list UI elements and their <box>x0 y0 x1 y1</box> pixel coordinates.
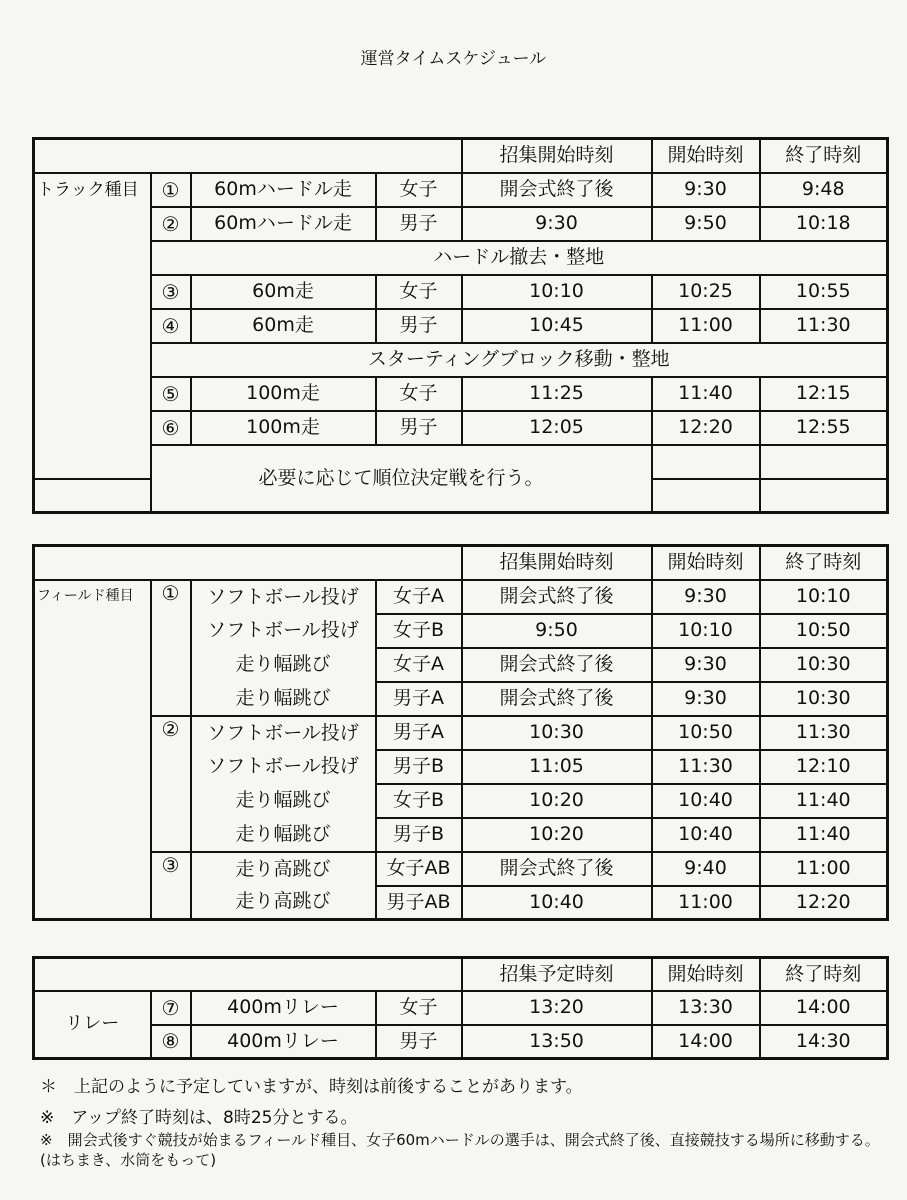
footnote-movement: ※ 開会式後すぐ競技が始まるフィールド種目、女子60mハードルの選手は、開会式終了後、直接競技する場所に移動する。 (はちまき、水筒をもって) <box>40 1131 888 1169</box>
event-group: 男子AB <box>376 886 462 920</box>
call-time: 10:45 <box>462 309 652 343</box>
start-time: 11:00 <box>652 309 760 343</box>
start-time: 9:30 <box>652 682 760 716</box>
start-time: 10:40 <box>652 784 760 818</box>
track-schedule-table <box>32 137 889 514</box>
event-group: 男子 <box>376 1025 462 1059</box>
end-time: 14:30 <box>760 1025 888 1059</box>
start-time: 11:30 <box>652 750 760 784</box>
end-time: 10:30 <box>760 648 888 682</box>
event-group: 女子A <box>376 580 462 614</box>
note-row <box>34 241 888 275</box>
event-name: 走り幅跳び <box>191 784 376 818</box>
event-group: 女子B <box>376 784 462 818</box>
event-number: ① <box>151 173 191 207</box>
call-time: 11:05 <box>462 750 652 784</box>
event-name: ソフトボール投げ <box>191 716 376 750</box>
start-time: 13:30 <box>652 991 760 1025</box>
transition-note: ハードル撤去・整地 <box>151 241 888 275</box>
table-row <box>34 309 888 343</box>
call-time: 開会式終了後 <box>462 580 652 614</box>
event-number: ④ <box>151 309 191 343</box>
placement-row <box>34 445 888 479</box>
event-name: 60mハードル走 <box>191 207 376 241</box>
end-time: 10:50 <box>760 614 888 648</box>
event-group: 女子B <box>376 614 462 648</box>
event-number: ⑦ <box>151 991 191 1025</box>
start-time: 11:40 <box>652 377 760 411</box>
event-name: 走り高跳び <box>191 886 376 920</box>
header-end-time: 終了時刻 <box>760 958 888 991</box>
event-group: 女子 <box>376 275 462 309</box>
header-blank <box>34 546 462 580</box>
event-name: 走り幅跳び <box>191 648 376 682</box>
event-name: 60mハードル走 <box>191 173 376 207</box>
start-time: 9:30 <box>652 648 760 682</box>
category-label: リレー <box>34 991 151 1059</box>
table-row <box>34 852 888 886</box>
header-start-time: 開始時刻 <box>652 546 760 580</box>
table-row <box>34 275 888 309</box>
call-time: 開会式終了後 <box>462 852 652 886</box>
table-header-row <box>34 139 888 173</box>
footnote-schedule-change: ＊ 上記のように予定していますが、時刻は前後することがあります。 <box>40 1077 583 1097</box>
empty-cell <box>760 445 888 479</box>
end-time: 12:15 <box>760 377 888 411</box>
header-start-time: 開始時刻 <box>652 958 760 991</box>
table-row <box>34 1025 888 1059</box>
start-time: 9:40 <box>652 852 760 886</box>
event-name: ソフトボール投げ <box>191 580 376 614</box>
page-title: 運営タイムスケジュール <box>360 49 547 69</box>
category-label: トラック種目 <box>34 173 151 479</box>
transition-note: スターティングブロック移動・整地 <box>151 343 888 377</box>
event-group: 女子A <box>376 648 462 682</box>
call-time: 9:50 <box>462 614 652 648</box>
event-group: 男子 <box>376 207 462 241</box>
header-blank <box>34 958 462 991</box>
call-time: 開会式終了後 <box>462 173 652 207</box>
event-name: 100m走 <box>191 411 376 445</box>
event-name: 100m走 <box>191 377 376 411</box>
empty-cell <box>34 479 151 513</box>
end-time: 10:30 <box>760 682 888 716</box>
call-time: 11:25 <box>462 377 652 411</box>
footnote-warmup: ※ アップ終了時刻は、8時25分とする。 <box>40 1108 358 1128</box>
event-name: 走り幅跳び <box>191 818 376 852</box>
end-time: 12:55 <box>760 411 888 445</box>
end-time: 12:20 <box>760 886 888 920</box>
table-row <box>34 377 888 411</box>
call-time: 10:10 <box>462 275 652 309</box>
table-row <box>34 411 888 445</box>
end-time: 11:30 <box>760 716 888 750</box>
call-time: 開会式終了後 <box>462 648 652 682</box>
end-time: 10:55 <box>760 275 888 309</box>
event-group: 男子A <box>376 682 462 716</box>
table-row <box>34 991 888 1025</box>
event-number: ⑧ <box>151 1025 191 1059</box>
end-time: 11:30 <box>760 309 888 343</box>
event-number: ③ <box>151 852 191 920</box>
event-name: 走り高跳び <box>191 852 376 886</box>
event-name: 走り幅跳び <box>191 682 376 716</box>
event-group: 男子B <box>376 750 462 784</box>
call-time: 13:20 <box>462 991 652 1025</box>
event-number: ① <box>151 580 191 716</box>
event-group: 女子 <box>376 173 462 207</box>
call-time: 10:30 <box>462 716 652 750</box>
event-number: ② <box>151 207 191 241</box>
field-schedule-table <box>32 544 889 921</box>
end-time: 14:00 <box>760 991 888 1025</box>
event-group: 女子AB <box>376 852 462 886</box>
table-row <box>34 173 888 207</box>
event-group: 男子 <box>376 309 462 343</box>
call-time: 10:20 <box>462 818 652 852</box>
start-time: 14:00 <box>652 1025 760 1059</box>
event-group: 女子 <box>376 991 462 1025</box>
call-time: 10:40 <box>462 886 652 920</box>
end-time: 10:18 <box>760 207 888 241</box>
event-group: 女子 <box>376 377 462 411</box>
event-name: 60m走 <box>191 309 376 343</box>
category-label: フィールド種目 <box>34 580 151 920</box>
table-header-row <box>34 546 888 580</box>
start-time: 10:10 <box>652 614 760 648</box>
end-time: 10:10 <box>760 580 888 614</box>
end-time: 11:40 <box>760 818 888 852</box>
end-time: 12:10 <box>760 750 888 784</box>
call-time: 9:30 <box>462 207 652 241</box>
event-name: 400mリレー <box>191 991 376 1025</box>
event-name: ソフトボール投げ <box>191 750 376 784</box>
start-time: 12:20 <box>652 411 760 445</box>
event-group: 男子B <box>376 818 462 852</box>
table-row <box>34 716 888 750</box>
table-row <box>34 207 888 241</box>
table-header-row <box>34 958 888 991</box>
header-call-time: 招集開始時刻 <box>462 546 652 580</box>
header-blank <box>34 139 462 173</box>
start-time: 10:50 <box>652 716 760 750</box>
placement-note: 必要に応じて順位決定戦を行う。 <box>151 445 652 513</box>
call-time: 開会式終了後 <box>462 682 652 716</box>
start-time: 9:30 <box>652 580 760 614</box>
event-name: ソフトボール投げ <box>191 614 376 648</box>
start-time: 10:25 <box>652 275 760 309</box>
event-number: ② <box>151 716 191 852</box>
start-time: 11:00 <box>652 886 760 920</box>
relay-schedule-table <box>32 956 889 1060</box>
start-time: 10:40 <box>652 818 760 852</box>
start-time: 9:50 <box>652 207 760 241</box>
header-start-time: 開始時刻 <box>652 139 760 173</box>
event-name: 60m走 <box>191 275 376 309</box>
call-time: 13:50 <box>462 1025 652 1059</box>
event-name: 400mリレー <box>191 1025 376 1059</box>
empty-cell <box>652 479 760 513</box>
event-number: ⑤ <box>151 377 191 411</box>
event-group: 男子A <box>376 716 462 750</box>
end-time: 9:48 <box>760 173 888 207</box>
header-end-time: 終了時刻 <box>760 139 888 173</box>
empty-cell <box>652 445 760 479</box>
table-row <box>34 580 888 614</box>
header-call-time: 招集予定時刻 <box>462 958 652 991</box>
event-number: ⑥ <box>151 411 191 445</box>
header-call-time: 招集開始時刻 <box>462 139 652 173</box>
note-row <box>34 343 888 377</box>
call-time: 10:20 <box>462 784 652 818</box>
event-number: ③ <box>151 275 191 309</box>
end-time: 11:00 <box>760 852 888 886</box>
event-group: 男子 <box>376 411 462 445</box>
start-time: 9:30 <box>652 173 760 207</box>
end-time: 11:40 <box>760 784 888 818</box>
call-time: 12:05 <box>462 411 652 445</box>
header-end-time: 終了時刻 <box>760 546 888 580</box>
